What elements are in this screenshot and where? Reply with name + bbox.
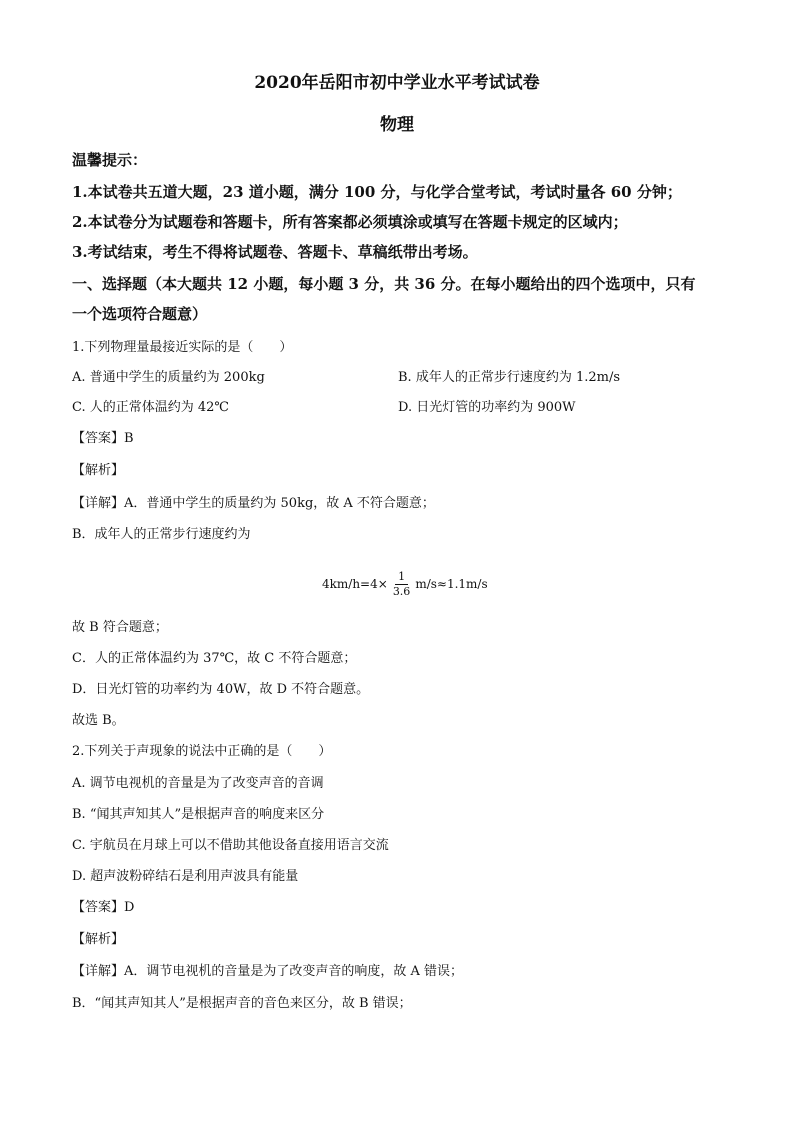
section-heading-cont: 一个选项符合题意） xyxy=(72,305,208,323)
fraction-denominator: 3.6 xyxy=(392,584,411,598)
q1-answer: 【答案】B xyxy=(72,431,134,446)
q1-formula xyxy=(0,566,794,602)
q1-detail-b-conclusion: 故 B 符合题意； xyxy=(72,620,168,635)
q1-analysis-tag: 【解析】 xyxy=(72,463,125,478)
q2-analysis-tag: 【解析】 xyxy=(72,932,125,947)
notice-item-1: 1.本试卷共五道大题，23 道小题，满分 100 分，与化学合堂考试，考试时量各 60 分钟； xyxy=(72,183,682,201)
exam-title: 2020年岳阳市初中学业水平考试试卷 xyxy=(254,73,540,93)
notice-item-3: 3.考试结束，考生不得将试题卷、答题卡、草稿纸带出考场。 xyxy=(72,243,478,261)
q1-option-b: B. 成年人的正常步行速度约为 1.2m/s xyxy=(398,370,621,385)
q1-stem: 1.下列物理量最接近实际的是（ ） xyxy=(72,340,293,355)
q2-detail-a: 【详解】A．调节电视机的音量是为了改变声音的响度，故 A 错误； xyxy=(72,964,464,979)
formula-fraction xyxy=(390,570,414,599)
q2-detail-b: B．“闻其声知其人”是根据声音的音色来区分，故 B 错误； xyxy=(72,996,412,1011)
q1-detail-a: 【详解】A．普通中学生的质量约为 50kg，故 A 不符合题意； xyxy=(72,496,435,511)
q2-option-d: D. 超声波粉碎结石是利用声波具有能量 xyxy=(72,869,299,884)
q1-option-c: C. 人的正常体温约为 42℃ xyxy=(72,400,229,415)
q1-option-d: D. 日光灯管的功率约为 900W xyxy=(398,400,576,415)
notice-heading: 温馨提示： xyxy=(72,151,148,169)
q1-detail-c: C．人的正常体温约为 37℃，故 C 不符合题意； xyxy=(72,651,357,666)
q2-stem: 2.下列关于声现象的说法中正确的是（ ） xyxy=(72,744,332,759)
q2-option-c: C. 宇航员在月球上可以不借助其他设备直接用语言交流 xyxy=(72,838,389,853)
q1-option-a: A. 普通中学生的质量约为 200kg xyxy=(72,370,265,385)
q1-detail-b: B．成年人的正常步行速度约为 xyxy=(72,527,251,542)
fraction-numerator: 1 xyxy=(395,570,408,585)
section-heading: 一、选择题（本大题共 12 小题，每小题 3 分，共 36 分。在每小题给出的四个选项中，只有 xyxy=(72,275,696,293)
q2-option-a: A. 调节电视机的音量是为了改变声音的音调 xyxy=(72,776,324,791)
formula-right: m/s≈1.1m/s xyxy=(415,577,488,591)
q2-option-b: B. “闻其声知其人”是根据声音的响度来区分 xyxy=(72,807,325,822)
q1-conclusion: 故选 B。 xyxy=(72,713,125,728)
formula-left: 4km/h=4× xyxy=(322,577,388,591)
notice-item-2: 2.本试卷分为试题卷和答题卡，所有答案都必须填涂或填写在答题卡规定的区域内； xyxy=(72,213,628,231)
q2-answer: 【答案】D xyxy=(72,900,135,915)
q1-detail-d: D．日光灯管的功率约为 40W，故 D 不符合题意。 xyxy=(72,682,370,697)
subject-title: 物理 xyxy=(380,115,414,135)
